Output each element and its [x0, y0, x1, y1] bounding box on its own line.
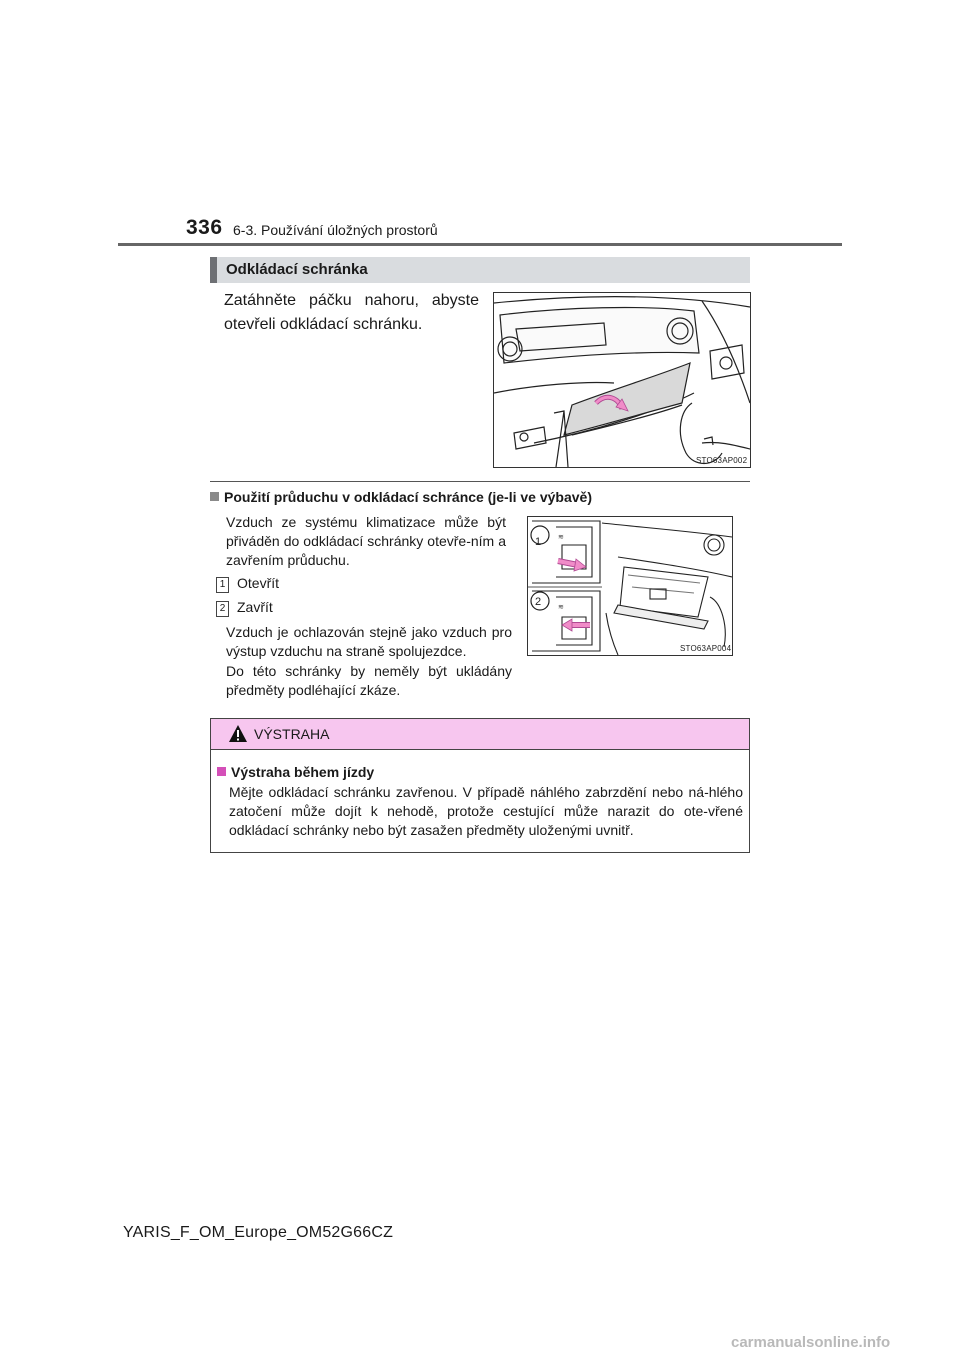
svg-text:≋: ≋	[558, 534, 564, 541]
figure-code: STO63AP004	[680, 644, 732, 653]
warning-text: Mějte odkládací schránku zavřenou. V případě náhlého zabrzdění nebo ná-hlého zatočení může dojít k nehodě, protože cestující může narazit do ote-vřené odkládací schránky nebo být zasažen předměty uloženými uvnitř.	[229, 784, 743, 838]
section-heading-bar	[210, 257, 750, 283]
document-code: YARIS_F_OM_Europe_OM52G66CZ	[123, 1224, 394, 1241]
warning-subtitle	[217, 764, 374, 780]
header-divider	[118, 243, 842, 246]
subsection-title	[210, 489, 592, 505]
step-number-badge: 2	[216, 601, 229, 617]
vent-illustration	[527, 516, 733, 656]
warning-triangle-icon	[228, 724, 248, 743]
section-title: Odkládací schránka	[226, 261, 368, 278]
warning-subtitle-text: Výstraha během jízdy	[231, 764, 375, 780]
vent-description: Vzduch ze systému klimatizace může být přiváděn do odkládací schránky otevře-ním a zavřením průduchu.	[226, 514, 506, 568]
square-bullet-icon	[210, 492, 219, 501]
cooling-note: Vzduch je ochlazován stejně jako vzduch pro výstup vzduchu na straně spolujezdce.	[226, 624, 512, 659]
glovebox-drawing	[494, 293, 750, 467]
storage-note: Do této schránky by neměly být ukládány předměty podléhající zkáze.	[226, 663, 512, 698]
warning-header	[211, 719, 749, 750]
figure-code: STO63AP002	[696, 456, 748, 465]
subsection-title-text: Použití průduchu v odkládací schránce (je-li ve výbavě)	[224, 489, 592, 505]
subsection-divider	[210, 481, 750, 482]
step-label: Otevřít	[237, 575, 280, 591]
step-close	[216, 599, 273, 617]
callout-2: 2	[535, 596, 542, 608]
warning-box	[210, 718, 750, 853]
watermark: carmanualsonline.info	[731, 1334, 891, 1351]
step-number-badge: 1	[216, 577, 229, 593]
chapter-title: 6-3. Používání úložných prostorů	[233, 222, 438, 238]
svg-text:≋: ≋	[558, 604, 564, 611]
warning-label: VÝSTRAHA	[254, 726, 330, 742]
square-bullet-icon	[217, 767, 226, 776]
callout-1: 1	[535, 536, 542, 548]
step-open	[216, 575, 279, 593]
step-label: Zavřít	[237, 599, 273, 615]
page-number: 336	[186, 216, 223, 239]
vent-drawing	[528, 517, 732, 655]
intro-text: Zatáhněte páčku nahoru, abyste otevřeli odkládací schránku.	[224, 292, 479, 333]
glovebox-illustration	[493, 292, 751, 468]
